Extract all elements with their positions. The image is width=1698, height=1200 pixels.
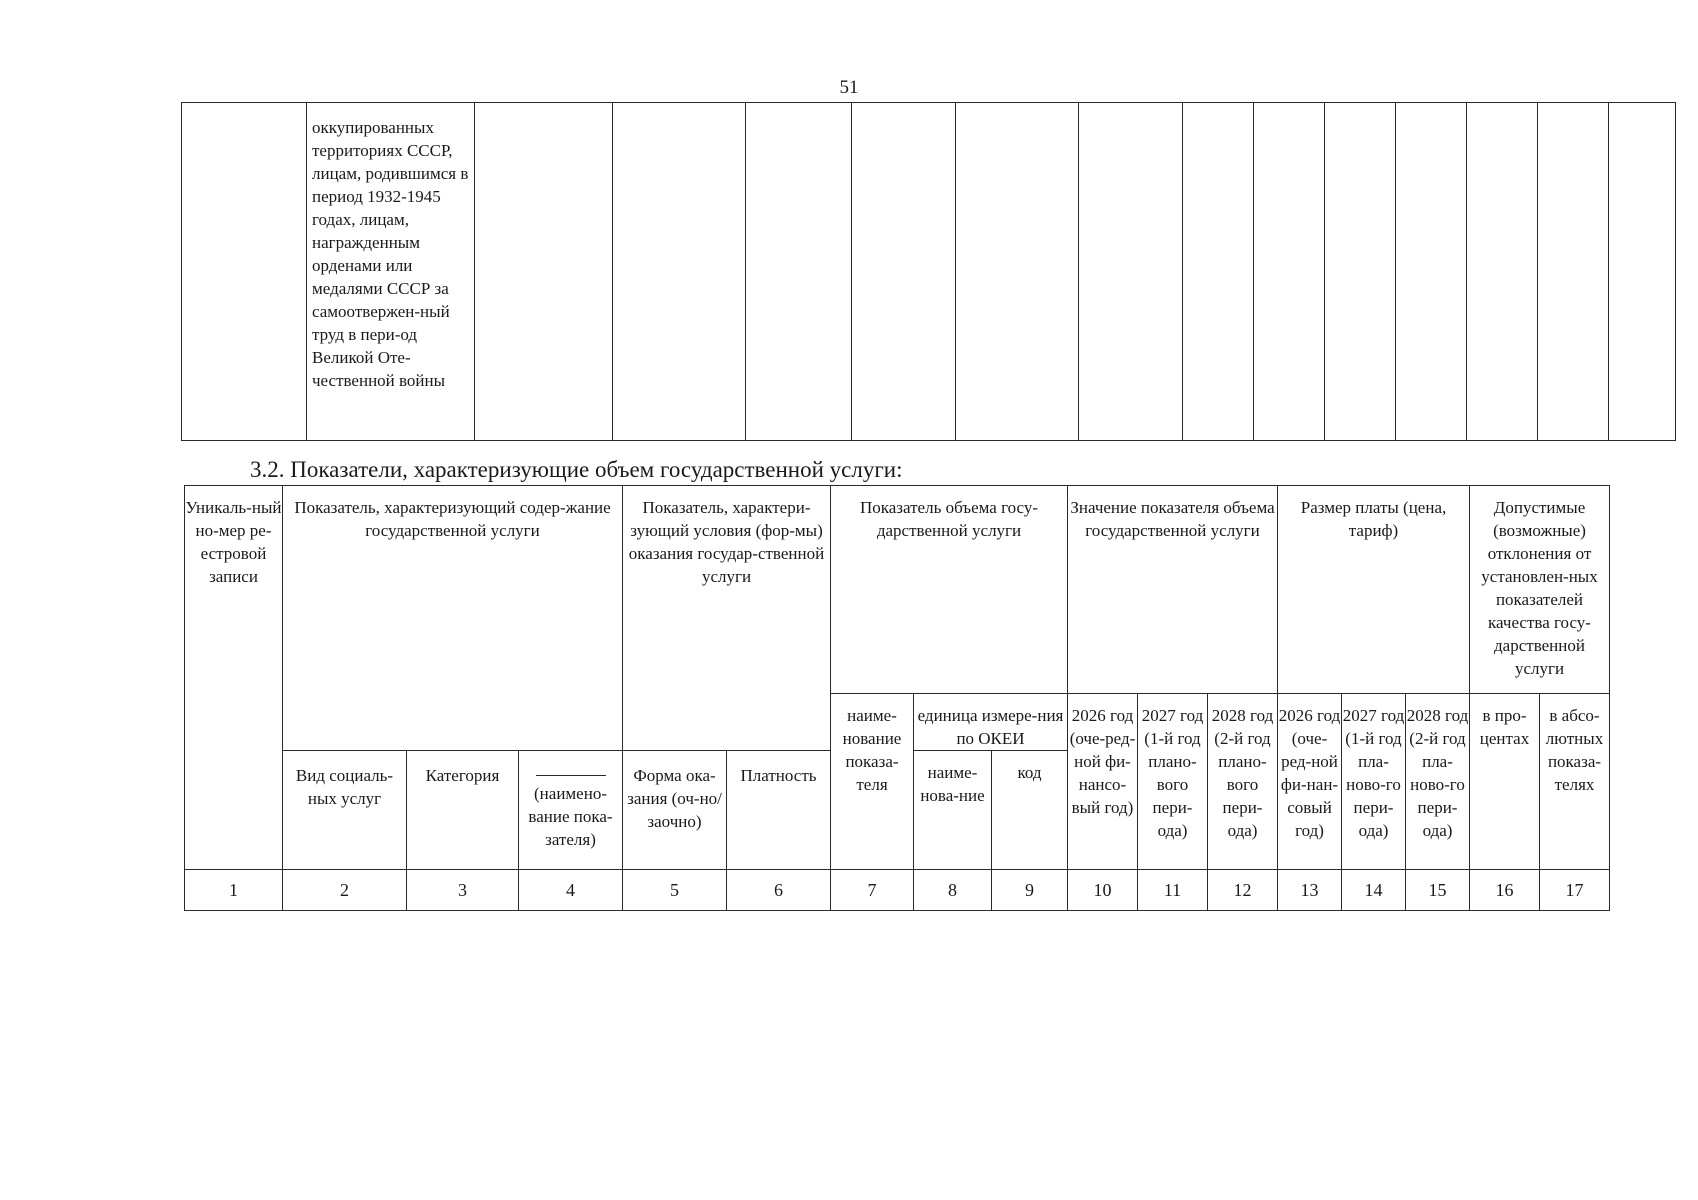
column-number: 9 xyxy=(992,870,1068,911)
header-deviation: Допустимые (возможные) отклонения от установлен-ных показателей качества госу-дарственной услуги xyxy=(1470,486,1610,694)
column-number: 17 xyxy=(1540,870,1610,911)
column-number: 16 xyxy=(1470,870,1540,911)
header-payment: Платность xyxy=(727,751,831,870)
column-number: 13 xyxy=(1278,870,1342,911)
column-number: 11 xyxy=(1138,870,1208,911)
continuation-table xyxy=(181,102,1676,441)
blank-line xyxy=(536,775,606,776)
table-header-row xyxy=(185,486,1610,694)
header-okei-unit: единица измере-ния по ОКЕИ xyxy=(914,694,1068,751)
header-volume-indicator: Показатель объема госу-дарственной услуги xyxy=(831,486,1068,694)
column-number: 3 xyxy=(407,870,519,911)
column-number: 14 xyxy=(1342,870,1406,911)
cell-empty xyxy=(1079,103,1183,441)
header-fee: Размер платы (цена, тариф) xyxy=(1278,486,1470,694)
column-number-row xyxy=(185,870,1610,911)
header-2026-value: 2026 год (оче-ред-ной фи-нансо-вый год) xyxy=(1068,694,1138,870)
header-blank-indicator-label: (наимено-вание пока-зателя) xyxy=(528,784,613,849)
cell-empty xyxy=(1325,103,1396,441)
header-2027-value: 2027 год (1-й год плано-вого пери-ода) xyxy=(1138,694,1208,870)
header-unit-name: наиме-нова-ние xyxy=(914,751,992,870)
header-category: Категория xyxy=(407,751,519,870)
cell-empty xyxy=(182,103,307,441)
column-number: 5 xyxy=(623,870,727,911)
header-indicator-name: наиме-нование показа-теля xyxy=(831,694,914,870)
cell-empty xyxy=(1609,103,1676,441)
table-row xyxy=(182,103,1676,441)
column-number: 8 xyxy=(914,870,992,911)
header-deviation-percent: в про-центах xyxy=(1470,694,1540,870)
cell-empty xyxy=(613,103,746,441)
cell-empty xyxy=(475,103,613,441)
header-2028-value: 2028 год (2-й год плано-вого пери-ода) xyxy=(1208,694,1278,870)
header-unique-number: Уникаль-ный но-мер ре-естровой записи xyxy=(185,486,283,870)
cell-empty xyxy=(1467,103,1538,441)
header-service-type: Вид социаль-ных услуг xyxy=(283,751,407,870)
header-2027-fee: 2027 год (1-й год пла-ново-го пери-ода) xyxy=(1342,694,1406,870)
column-number: 1 xyxy=(185,870,283,911)
header-content-indicator: Показатель, характеризующий содер-жание государственной услуги xyxy=(283,486,623,751)
header-conditions-indicator: Показатель, характери-зующий условия (фор-мы) оказания государ-ственной услуги xyxy=(623,486,831,751)
page-number: 51 xyxy=(839,77,859,98)
column-number: 4 xyxy=(519,870,623,911)
column-number: 7 xyxy=(831,870,914,911)
column-number: 15 xyxy=(1406,870,1470,911)
column-number: 10 xyxy=(1068,870,1138,911)
header-blank-indicator xyxy=(519,751,623,870)
header-unit-code: код xyxy=(992,751,1068,870)
header-indicator-value: Значение показателя объема государственной услуги xyxy=(1068,486,1278,694)
column-number: 6 xyxy=(727,870,831,911)
column-number: 2 xyxy=(283,870,407,911)
cell-empty xyxy=(852,103,956,441)
cell-empty xyxy=(1183,103,1254,441)
header-form: Форма ока-зания (оч-но/заочно) xyxy=(623,751,727,870)
cell-empty xyxy=(956,103,1079,441)
header-2028-fee: 2028 год (2-й год пла-ново-го пери-ода) xyxy=(1406,694,1470,870)
category-cell: оккупированных территориях СССР, лицам, родившимся в период 1932-1945 годах, лицам, награжденным орденами или медалями СССР за самоотвержен-ный труд в пери-од Великой Оте-чественной войны xyxy=(307,103,475,441)
cell-empty xyxy=(1538,103,1609,441)
cell-empty xyxy=(746,103,852,441)
header-deviation-absolute: в абсо-лютных показа-телях xyxy=(1540,694,1610,870)
volume-indicators-table xyxy=(184,485,1610,911)
cell-empty xyxy=(1396,103,1467,441)
cell-empty xyxy=(1254,103,1325,441)
column-number: 12 xyxy=(1208,870,1278,911)
section-heading: 3.2. Показатели, характеризующие объем государственной услуги: xyxy=(250,457,903,482)
header-2026-fee: 2026 год (оче-ред-ной фи-нан-совый год) xyxy=(1278,694,1342,870)
